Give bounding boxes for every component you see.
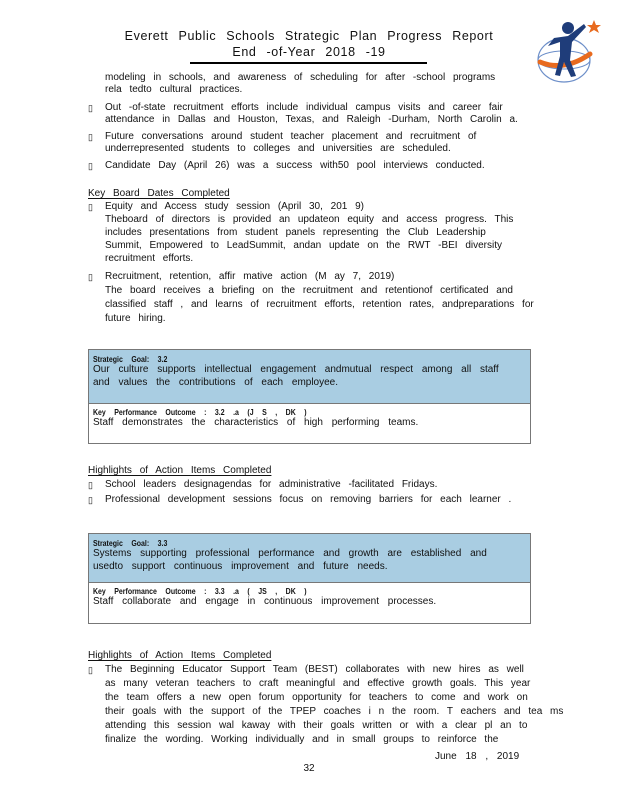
board-dates-heading: Key Board Dates Completed: [88, 188, 230, 199]
highlights-heading: Highlights of Action Items Completed: [88, 650, 272, 661]
title-rule: [190, 62, 427, 64]
goal-label: Strategic Goal: 3.3: [93, 538, 168, 548]
board-item-line: includes presentations from student panels representing the Club Leadership: [105, 227, 486, 238]
bullet-marker: ▯: [88, 132, 93, 142]
kpo-text: Staff demonstrates the characteristics of high performing teams.: [93, 417, 419, 428]
bullet-marker: ▯: [88, 665, 93, 675]
goal-statement-panel: [89, 534, 530, 582]
board-item-line: The board receives a briefing on the recruitment and retentionof certificated and: [105, 285, 513, 296]
bullet-text: Candidate Day (April 26) was a success with50 pool interviews conducted.: [105, 160, 485, 171]
report-subtitle: End -of-Year 2018 -19: [232, 45, 386, 59]
goal-text: usedto support continuous improvement and future needs.: [93, 560, 388, 572]
intro-line: modeling in schools, and awareness of scheduling for after -school programs: [105, 72, 496, 83]
bullet-text: Future conversations around student teacher placement and recruitment of: [105, 131, 477, 142]
board-item-line: recruitment efforts.: [105, 253, 194, 264]
board-item-title: Equity and Access study session (April 30, 201 9): [105, 201, 365, 212]
bullet-marker: ▯: [88, 480, 93, 490]
goal-text: Systems supporting professional performance and growth are established and: [93, 548, 487, 559]
bullet-text: finalize the wording. Working individually and in small groups to reinforce the: [105, 734, 499, 745]
bullet-text: underrepresented students to colleges and universities are scheduled.: [105, 143, 451, 154]
bullet-text: as many veteran teachers to craft meaningful and effective growth goals. This year: [105, 678, 531, 689]
strategic-goal-box: [88, 533, 531, 624]
board-item-title: Recruitment, retention, affir mative action (M ay 7, 2019): [105, 271, 395, 282]
bullet-text: the team offers a new open forum opportunity for teachers to come and work on: [105, 692, 528, 703]
bullet-marker: ▯: [88, 495, 93, 505]
kpo-panel: [89, 403, 530, 443]
bullet-text: The Beginning Educator Support Team (BEST) collaborates with new hires as well: [105, 664, 524, 675]
strategic-goal-box: [88, 349, 531, 444]
district-logo: [530, 14, 606, 90]
goal-statement-panel: [89, 350, 530, 403]
bullet-marker: ▯: [88, 161, 93, 171]
board-item-line: Summit, Empowered to LeadSummit, andan update on the RWT -BEI diversity: [105, 240, 503, 251]
bullet-text: attendance in Dallas and Houston, Texas, and Raleigh -Durham, North Carolin a.: [105, 114, 518, 125]
kpo-label: Key Performance Outcome : 3.3 .a ( JS , DK ): [93, 586, 307, 596]
bullet-text: School leaders designagendas for administrative -facilitated Fridays.: [105, 479, 438, 490]
highlights-heading: Highlights of Action Items Completed: [88, 465, 272, 476]
bullet-marker: ▯: [88, 202, 93, 212]
bullet-text: their goals with the support of the TPEP coaches i n the room. T eachers and tea ms: [105, 706, 564, 717]
intro-line: rela tedto cultural practices.: [105, 84, 243, 95]
page-number: 32: [303, 763, 315, 774]
board-item-line: Theboard of directors is provided an updateon equity and access progress. This: [105, 214, 514, 225]
bullet-text: Professional development sessions focus on removing barriers for each learner .: [105, 494, 512, 505]
report-title: Everett Public Schools Strategic Plan Progress Report: [124, 29, 494, 43]
report-date: June 18 , 2019: [435, 751, 520, 762]
bullet-text: Out -of-state recruitment efforts include individual campus visits and career fair: [105, 102, 503, 113]
kpo-panel: [89, 582, 530, 623]
goal-text: Our culture supports intellectual engagement andmutual respect among all staff: [93, 364, 499, 375]
bullet-text: attending this session wal kaway with their goals written or with a clear pl an to: [105, 720, 528, 731]
board-item-line: classified staff , and learns of recruitment efforts, retention rates, andpreparations for: [105, 299, 534, 310]
board-item-line: future hiring.: [105, 313, 166, 324]
bullet-marker: ▯: [88, 272, 93, 282]
kpo-label: Key Performance Outcome : 3.2 .a (J S , DK ): [93, 407, 307, 417]
goal-label: Strategic Goal: 3.2: [93, 354, 168, 364]
kpo-text: Staff collaborate and engage in continuous improvement processes.: [93, 596, 437, 607]
goal-text: and values the contributions of each employee.: [93, 376, 339, 388]
bullet-marker: ▯: [88, 103, 93, 113]
